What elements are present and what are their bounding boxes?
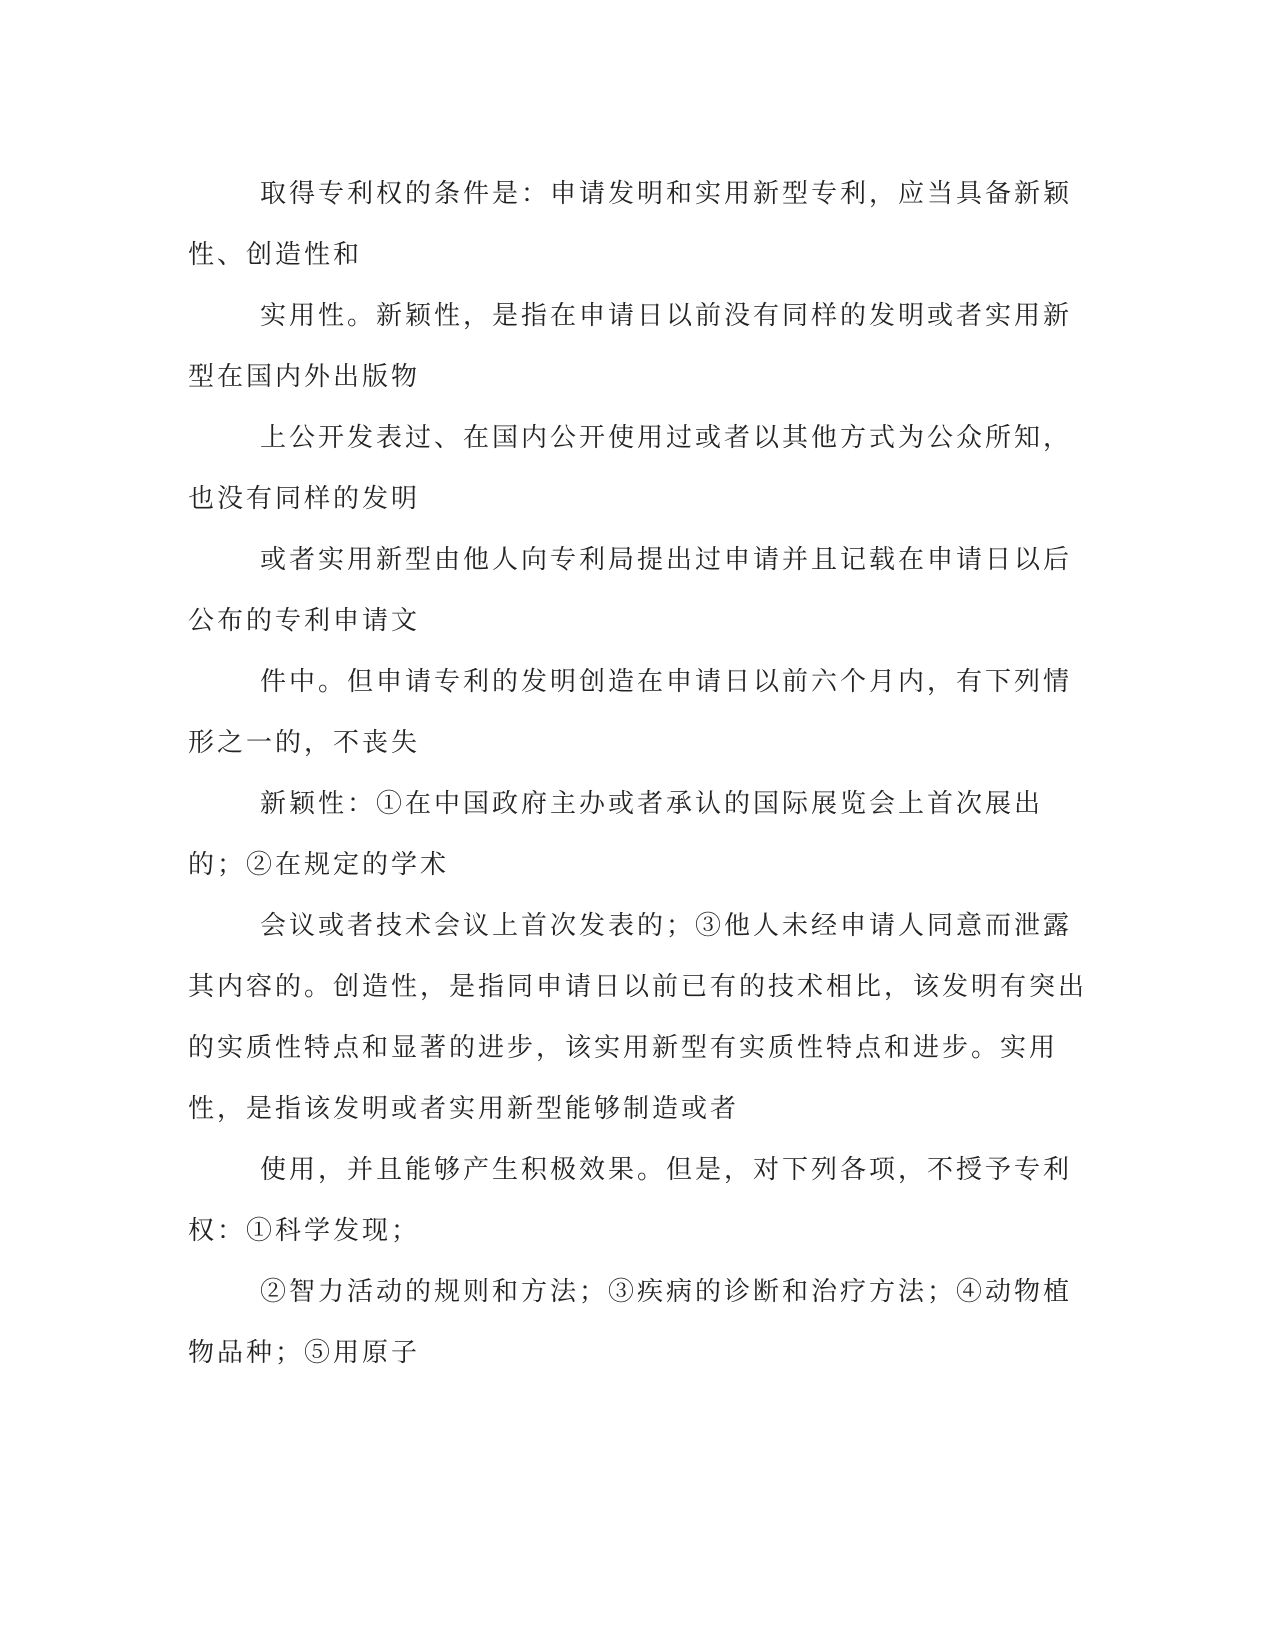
paragraph-6: 新颖性：①在中国政府主办或者承认的国际展览会上首次展出的；②在规定的学术 (188, 789, 1044, 880)
document-body (188, 164, 1088, 1384)
paragraph-7: 会议或者技术会议上首次发表的；③他人未经申请人同意而泄露其内容的。创造性，是指同申请日以前已有的技术相比，该发明有突出的实质性特点和显著的进步，该实用新型有实质性特点和进步。实用性，是指该发明或者实用新型能够制造或者 (188, 911, 1088, 1124)
paragraph-3: 上公开发表过、在国内公开使用过或者以其他方式为公众所知，也没有同样的发明 (188, 423, 1073, 514)
paragraph-9: ②智力活动的规则和方法；③疾病的诊断和治疗方法；④动物植物品种；⑤用原子 (188, 1277, 1073, 1368)
paragraph-4: 或者实用新型由他人向专利局提出过申请并且记载在申请日以后公布的专利申请文 (188, 545, 1073, 636)
paragraph-1: 取得专利权的条件是：申请发明和实用新型专利，应当具备新颖性、创造性和 (188, 179, 1073, 270)
paragraph-5: 件中。但申请专利的发明创造在申请日以前六个月内，有下列情形之一的，不丧失 (188, 667, 1073, 758)
paragraph-8: 使用，并且能够产生积极效果。但是，对下列各项，不授予专利权：①科学发现； (188, 1155, 1073, 1246)
paragraph-2: 实用性。新颖性，是指在申请日以前没有同样的发明或者实用新型在国内外出版物 (188, 301, 1073, 392)
